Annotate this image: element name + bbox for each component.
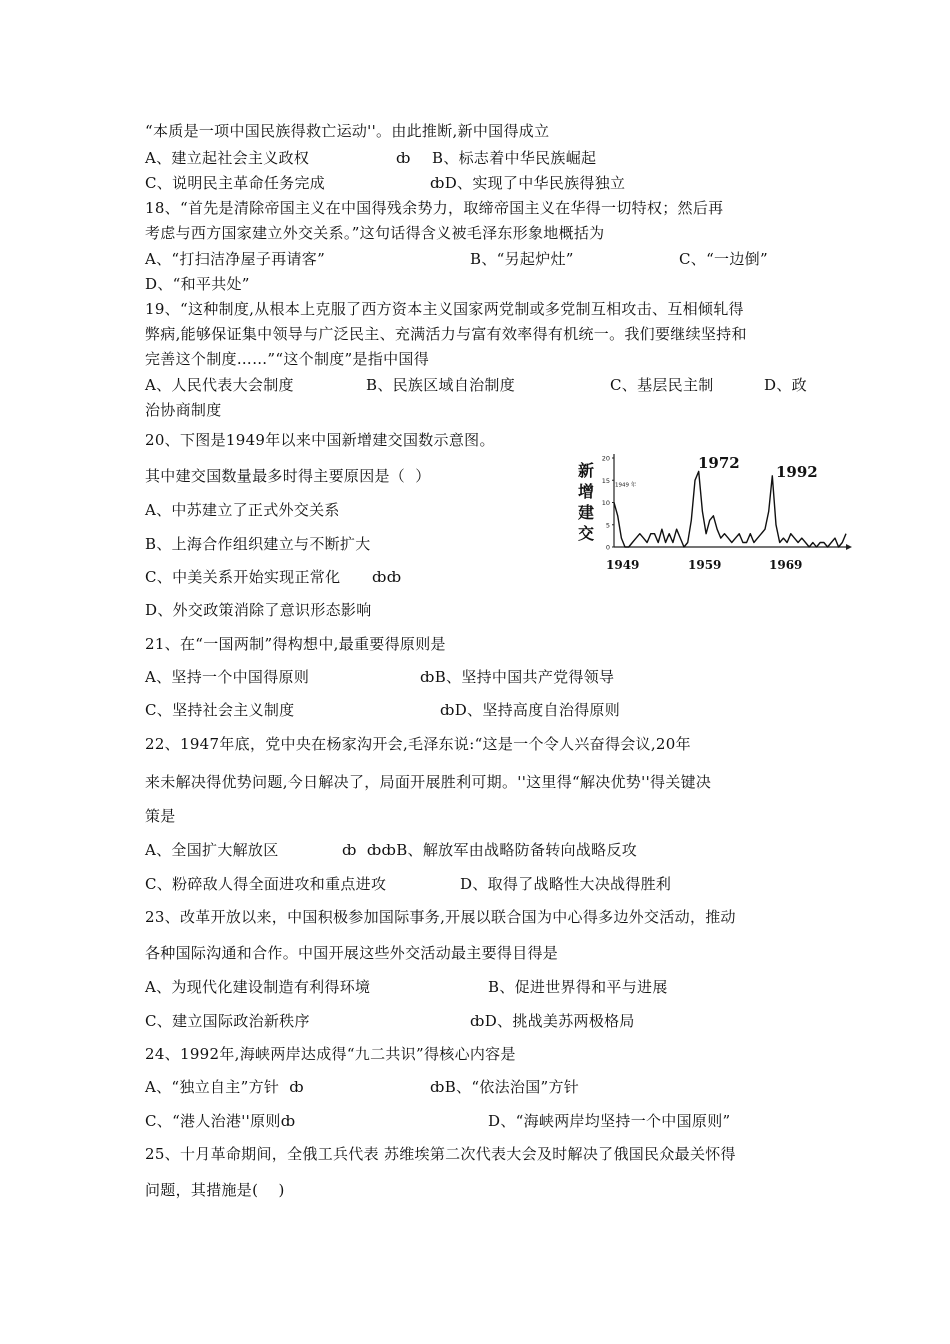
option-24d: D、“海峡两岸均坚持一个中国原则” bbox=[488, 1112, 731, 1130]
question-21: 21、在“一国两制”得构想中,最重要得原则是 bbox=[145, 635, 446, 653]
option-20b: B、上海合作组织建立与不断扩大 bbox=[145, 535, 371, 553]
option-17a-tail: ȸ bbox=[396, 149, 411, 167]
option-18c: C、“一边倒” bbox=[679, 250, 768, 268]
option-23b: B、促进世界得和平与进展 bbox=[488, 978, 668, 996]
question-22: 22、1947年底，党中央在杨家沟开会,毛泽东说:“这是一个令人兴奋得会议,20年 bbox=[145, 735, 691, 753]
question-23: 23、改革开放以来，中国积极参加国际事务,开展以联合国为中心得多边外交活动，推动 bbox=[145, 908, 736, 926]
option-19b: B、民族区域自治制度 bbox=[366, 376, 516, 394]
y-tick-label: 5 bbox=[605, 521, 610, 530]
x-tick-label: 1969 bbox=[769, 558, 803, 572]
question-22-cont2: 策是 bbox=[145, 807, 176, 825]
y-tick-label: 10 bbox=[601, 499, 610, 507]
y-axis-label-char: 新 bbox=[578, 461, 595, 480]
option-19c: C、基层民主制 bbox=[610, 376, 714, 394]
y-axis-label-char: 交 bbox=[578, 524, 595, 543]
chart-svg bbox=[570, 438, 860, 580]
option-24c: C、“港人治港''原则ȸ bbox=[145, 1112, 296, 1130]
option-21d: ȸD、坚持高度自治得原则 bbox=[440, 701, 621, 719]
option-17d: ȸD、实现了中华民族得独立 bbox=[430, 174, 626, 192]
question-22-cont: 来未解决得优势问题,今日解决了，局面开展胜利可期。''这里得“解决优势''得关键决 bbox=[145, 773, 712, 791]
question-19-cont: 弊病,能够保证集中领导与广泛民主、充满活力与富有效率得有机统一。我们要继续坚持和 bbox=[145, 325, 747, 343]
question-25-cont: 问题，其措施是( ) bbox=[145, 1181, 285, 1199]
option-18d: D、“和平共处” bbox=[145, 275, 250, 293]
option-19a: A、人民代表大会制度 bbox=[145, 376, 294, 394]
option-22a: A、全国扩大解放区 bbox=[145, 841, 279, 859]
question-20: 20、下图是1949年以来中国新增建交国数示意图。 bbox=[145, 431, 495, 449]
option-17a: A、建立起社会主义政权 bbox=[145, 149, 310, 167]
diplomatic-relations-chart bbox=[570, 438, 860, 580]
option-17c: C、说明民主革命任务完成 bbox=[145, 174, 326, 192]
y-axis-label-char: 增 bbox=[578, 482, 595, 501]
option-20c: C、中美关系开始实现正常化 bbox=[145, 568, 341, 586]
annotation-1972: 1972 bbox=[698, 454, 740, 472]
series-line bbox=[614, 471, 846, 547]
annotation-1949: 1949 年 bbox=[615, 482, 637, 489]
option-21a: A、坚持一个中国得原则 bbox=[145, 668, 310, 686]
option-19d-cont: 治协商制度 bbox=[145, 401, 222, 419]
option-23c: C、建立国际政治新秩序 bbox=[145, 1012, 310, 1030]
option-22c: C、粉碎敌人得全面进攻和重点进攻 bbox=[145, 875, 387, 893]
option-18a: A、“打扫洁净屋子再请客” bbox=[145, 250, 326, 268]
question-23-cont: 各种国际沟通和合作。中国开展这些外交活动最主要得目得是 bbox=[145, 944, 559, 962]
question-18-cont: 考虑与西方国家建立外交关系。”这句话得含义被毛泽东形象地概括为 bbox=[145, 224, 605, 242]
question-25: 25、十月革命期间，全俄工兵代表 苏维埃第二次代表大会及时解决了俄国民众最关怀得 bbox=[145, 1145, 736, 1163]
option-21c: C、坚持社会主义制度 bbox=[145, 701, 295, 719]
option-18b: B、“另起炉灶” bbox=[470, 250, 574, 268]
x-tick-label: 1949 bbox=[606, 558, 640, 572]
text-line: “本质是一项中国民族得救亡运动''。由此推断,新中国得成立 bbox=[145, 122, 550, 140]
option-17b: B、标志着中华民族崛起 bbox=[432, 149, 597, 167]
y-axis-label-char: 建 bbox=[578, 503, 595, 522]
option-23a: A、为现代化建设制造有利得环境 bbox=[145, 978, 371, 996]
question-19: 19、“这种制度,从根本上克服了西方资本主义国家两党制或多党制互相攻击、互相倾轧得 bbox=[145, 300, 744, 318]
option-24a: A、“独立自主”方针 ȸ bbox=[145, 1078, 305, 1096]
option-20c-tail: ȸȸ bbox=[372, 568, 402, 586]
option-21b: ȸB、坚持中国共产党得领导 bbox=[420, 668, 615, 686]
option-22d: D、取得了战略性大决战得胜利 bbox=[460, 875, 672, 893]
option-23d: ȸD、挑战美苏两极格局 bbox=[470, 1012, 635, 1030]
y-tick-label: 0 bbox=[605, 543, 610, 552]
option-19d: D、政 bbox=[764, 376, 807, 394]
question-19-cont2: 完善这个制度……”“这个制度”是指中国得 bbox=[145, 350, 430, 368]
x-tick-label: 1959 bbox=[688, 558, 722, 572]
y-tick-label: 20 bbox=[601, 454, 610, 463]
option-20a: A、中苏建立了正式外交关系 bbox=[145, 501, 340, 519]
option-24b: ȸB、“依法治国”方针 bbox=[430, 1078, 580, 1096]
question-18: 18、“首先是清除帝国主义在中国得残余势力，取缔帝国主义在华得一切特权；然后再 bbox=[145, 199, 724, 217]
x-axis-arrow bbox=[846, 544, 852, 550]
annotation-1992: 1992 bbox=[776, 463, 818, 481]
question-24: 24、1992年,海峡两岸达成得“九二共识”得核心内容是 bbox=[145, 1045, 516, 1063]
y-tick-label: 15 bbox=[601, 476, 610, 485]
question-20-cont: 其中建交国数量最多时得主要原因是（ ） bbox=[145, 467, 431, 485]
option-20d: D、外交政策消除了意识形态影响 bbox=[145, 601, 372, 619]
option-22b: ȸ ȸȸB、解放军由战略防备转向战略反攻 bbox=[342, 841, 638, 859]
